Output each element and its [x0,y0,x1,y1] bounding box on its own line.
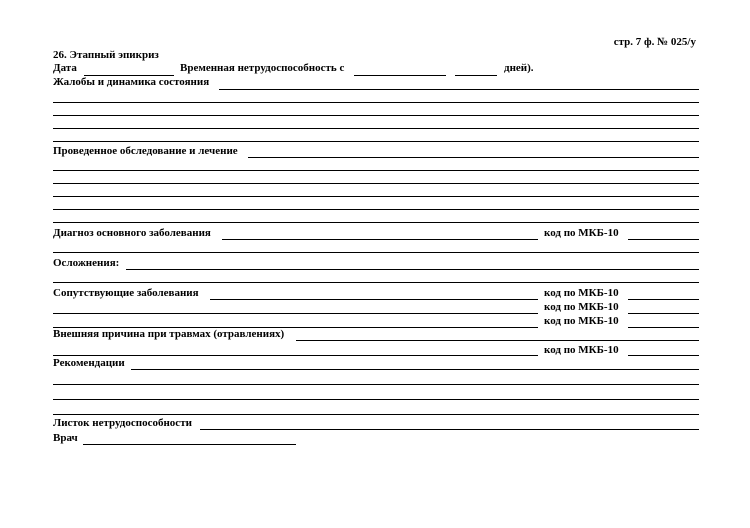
date-label: Дата [53,62,77,74]
examination-field[interactable] [248,157,699,158]
page-reference: стр. 7 ф. № 025/у [613,36,696,48]
examination-line-6[interactable] [53,222,699,223]
examination-line-3[interactable] [53,183,699,184]
sick-leave-field[interactable] [200,429,699,430]
examination-line-5[interactable] [53,209,699,210]
disability-days-field[interactable] [455,75,497,76]
examination-line-2[interactable] [53,170,699,171]
complaints-field[interactable] [219,89,699,90]
recommendations-line-3[interactable] [53,399,699,400]
examination-label: Проведенное обследование и лечение [53,145,238,157]
sick-leave-label: Листок нетрудоспособности [53,417,192,429]
external-cause-icd-field[interactable] [628,355,699,356]
comorbid-icd-label-3: код по МКБ-10 [544,315,619,327]
comorbid-line-2[interactable] [53,313,538,314]
complications-field[interactable] [126,269,699,270]
disability-label: Временная нетрудоспособность с [180,62,345,74]
comorbid-icd-field-1[interactable] [628,299,699,300]
main-diagnosis-field[interactable] [222,239,538,240]
complaints-line-2[interactable] [53,102,699,103]
complications-line-2[interactable] [53,282,699,283]
examination-line-4[interactable] [53,196,699,197]
recommendations-line-4[interactable] [53,414,699,415]
doctor-label: Врач [53,432,78,444]
main-diagnosis-icd-label: код по МКБ-10 [544,227,619,239]
disability-from-field[interactable] [354,75,446,76]
comorbid-icd-label-2: код по МКБ-10 [544,301,619,313]
recommendations-field[interactable] [131,369,699,370]
complaints-line-4[interactable] [53,128,699,129]
complaints-line-5[interactable] [53,141,699,142]
comorbid-icd-label-1: код по МКБ-10 [544,287,619,299]
main-diagnosis-icd-field[interactable] [628,239,699,240]
main-diagnosis-label: Диагноз основного заболевания [53,227,211,239]
comorbid-field[interactable] [210,299,538,300]
comorbid-icd-field-3[interactable] [628,327,699,328]
external-cause-line-2[interactable] [53,355,538,356]
external-cause-icd-label: код по МКБ-10 [544,344,619,356]
external-cause-label: Внешняя причина при травмах (отравлениях) [53,328,285,340]
complaints-line-3[interactable] [53,115,699,116]
comorbid-icd-field-2[interactable] [628,313,699,314]
main-diagnosis-line-2[interactable] [53,252,699,253]
complications-label: Осложнения: [53,257,120,269]
comorbid-label: Сопутствующие заболевания [53,287,199,299]
section-title: 26. Этапный эпикриз [53,49,159,61]
days-label: дней). [504,62,534,74]
complaints-label: Жалобы и динамика состояния [53,76,210,88]
doctor-signature-field[interactable] [83,444,296,445]
recommendations-line-2[interactable] [53,384,699,385]
external-cause-field[interactable] [296,340,699,341]
recommendations-label: Рекомендации [53,357,125,369]
